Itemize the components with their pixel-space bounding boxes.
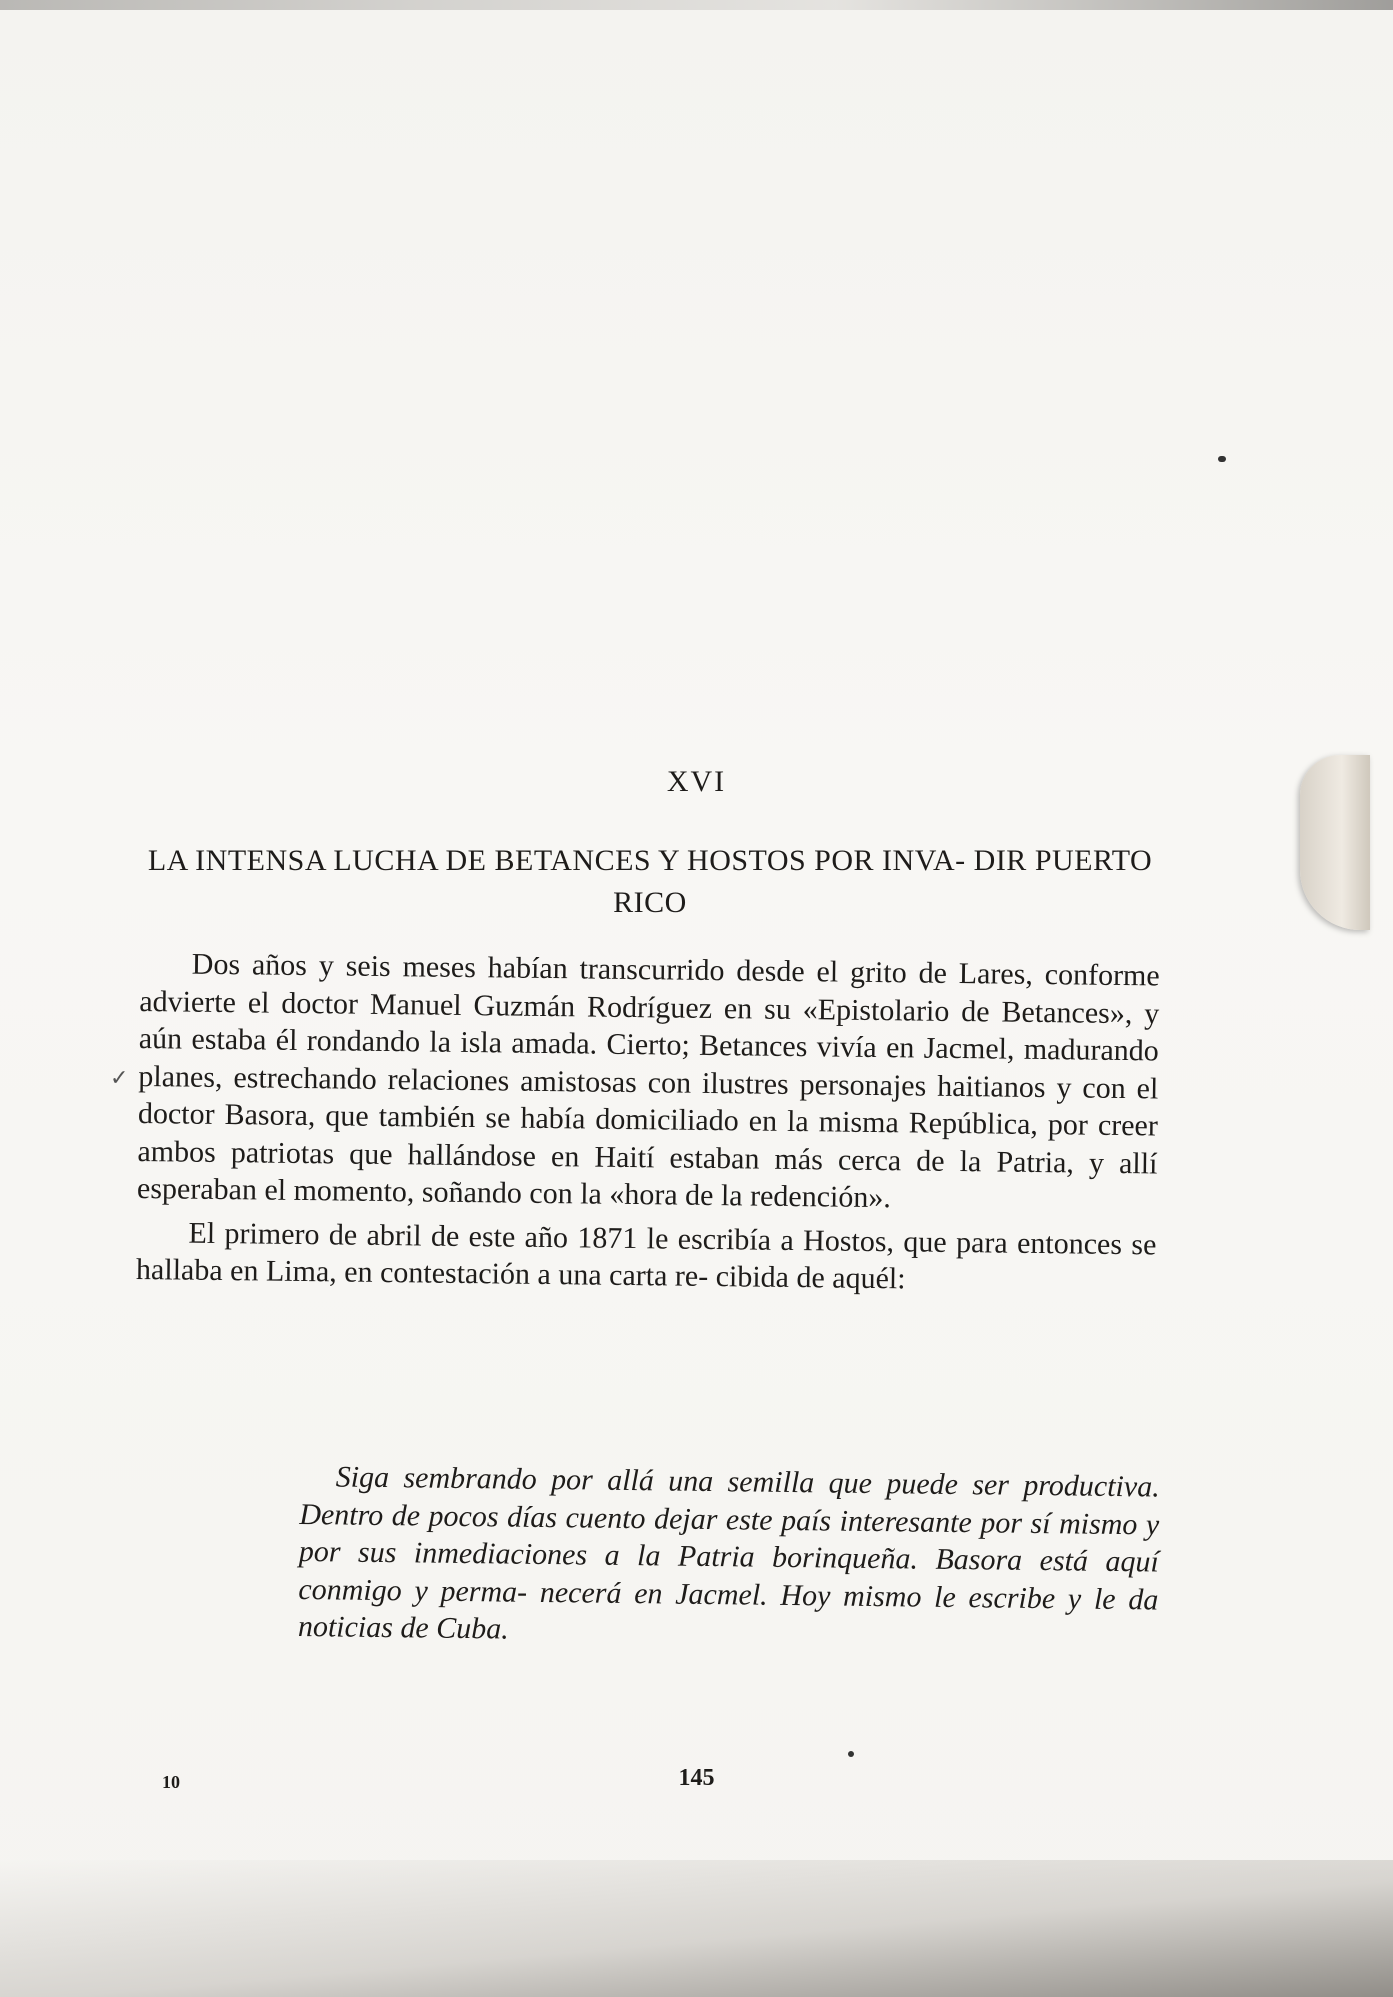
page-number: 145 [678,1765,715,1791]
chapter-number: XVI [666,765,727,798]
ink-speck [1218,456,1226,462]
body-text [136,945,1160,1307]
ink-speck [848,1751,854,1757]
quote-paragraph: Siga sembrando por allá una semilla que puede ser productiva. Dentro de pocos días cuento dejar este país interesante por sí mismo y por sus inmediaciones a la Patria borinqueña. Basora está aquí conmigo y perma- necerá en Jacmel. Hoy mismo le escribe y le da noticias de Cuba. [297,1460,1160,1646]
signature-mark: 10 [162,1772,180,1792]
page-top-edge [0,0,1393,10]
check-mark-icon: ✓ [110,1065,129,1090]
paragraph: Dos años y seis meses habían transcurrido desde el grito de Lares, conforme advierte el doctor Manuel Guzmán Rodríguez en su «Epistolario de Betances», y aún estaba él rondando la isla amada. Cierto; Betances vivía en Jacmel, madurando planes, estrechando relaciones amistosas con ilustres personajes haitianos y con el doctor Basora, que también se había domiciliado en la misma República, por creer ambos patriotas que hallándose en Haití estaban más cerca de la Patria, y allí esperaban el momento, soñando con la «hora de la redención». [136,947,1160,1215]
chapter-title: LA INTENSA LUCHA DE BETANCES Y HOSTOS POR INVA- DIR PUERTO RICO [147,844,1153,919]
letter-quote [298,1458,1160,1656]
page-bottom-shadow [0,1860,1393,1997]
paragraph: El primero de abril de este año 1871 le escribía a Hostos, que para entonces se hallaba en Lima, en contestación a una carta re- cibida de aquél: [135,1216,1157,1296]
